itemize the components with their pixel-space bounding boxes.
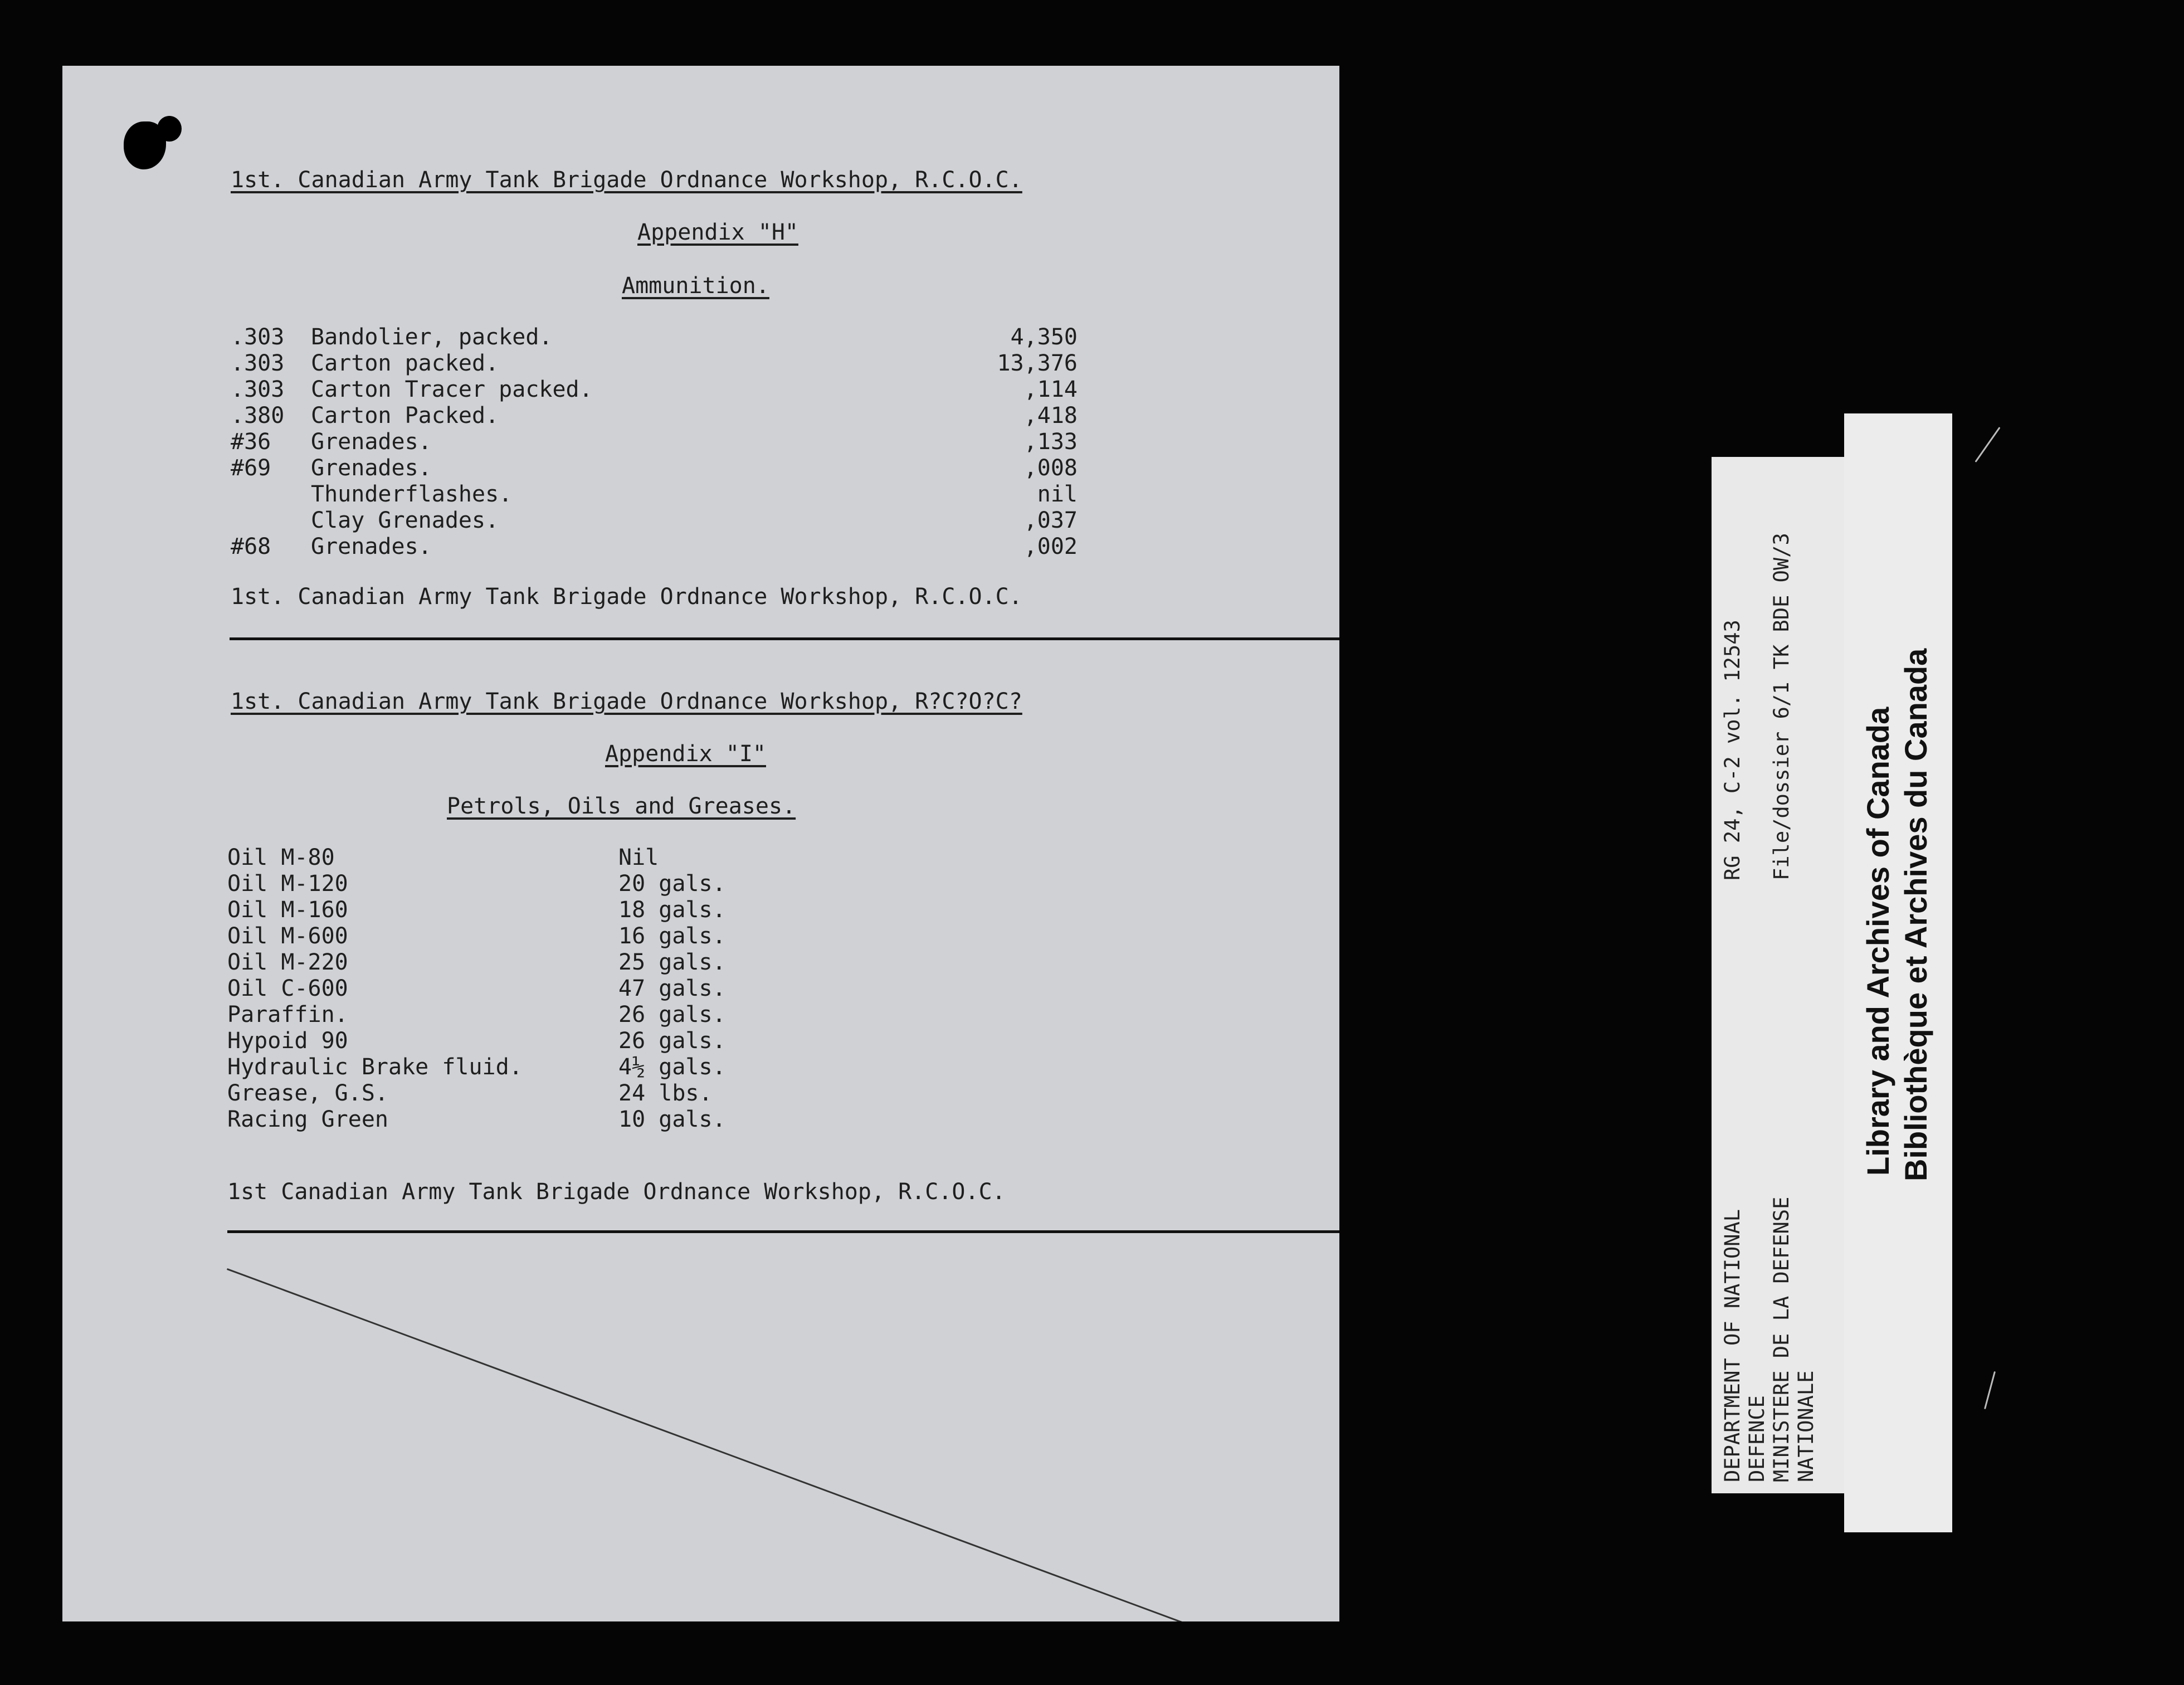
item-quantity: 20 gals. [618,871,726,897]
document-page [62,66,1339,1621]
ammunition-row [231,534,1078,560]
pog-row [227,1080,952,1107]
item-quantity: 18 gals. [618,897,726,923]
calibre: .380 [231,403,285,428]
item-quantity: ,133 [1023,429,1078,455]
ammunition-row [231,429,1078,455]
calibre: #69 [231,455,271,481]
item-name: Oil M-80 [227,845,335,870]
item-name: Grease, G.S. [227,1080,388,1106]
ministere-line-2: NATIONALE [1794,1370,1818,1482]
ammunition-list [231,324,1078,560]
lac-english: Library and Archives of Canada [1860,707,1895,1176]
punch-hole [157,116,182,142]
item-name: Oil M-120 [227,871,348,897]
appendix-i-section-title: Petrols, Oils and Greases. [447,793,796,819]
item-quantity: 16 gals. [618,923,726,949]
pog-row [227,949,952,976]
pog-row [227,976,952,1002]
item-name: Thunderflashes. [311,481,513,507]
pog-row [227,1002,952,1028]
item-name: Grenades. [311,455,432,481]
archive-reference-label [1712,457,1851,1493]
item-quantity: 24 lbs. [618,1080,713,1106]
item-quantity: 26 gals. [618,1028,726,1054]
reference-number: RG 24, C-2 vol. 12543 [1720,620,1744,880]
ammunition-row [231,455,1078,481]
item-name: Racing Green [227,1107,388,1132]
ammunition-row [231,481,1078,508]
pog-row [227,923,952,949]
item-quantity: 10 gals. [618,1107,726,1132]
divider [230,637,1339,640]
ammunition-row [231,403,1078,429]
calibre: .303 [231,350,285,376]
item-quantity: Nil [618,845,659,870]
pog-row [227,1028,952,1054]
item-name: Paraffin. [227,1002,348,1027]
appendix-h-title: Appendix "H" [637,220,798,245]
item-quantity: 47 gals. [618,976,726,1001]
item-name: Carton Tracer packed. [311,377,593,402]
petrols-oils-greases-list [227,845,952,1133]
item-name: Bandolier, packed. [311,324,553,350]
ministere-line-1: MINISTERE DE LA DEFENSE [1769,1196,1793,1482]
scratch-mark [1975,427,2000,462]
item-quantity: nil [1037,481,1078,507]
item-quantity: 25 gals. [618,949,726,975]
appendix-i-title: Appendix "I" [605,741,766,767]
department-line-2: DEFENCE [1745,1395,1769,1482]
item-quantity: ,418 [1023,403,1078,428]
item-name: Oil M-160 [227,897,348,923]
pog-row [227,897,952,923]
calibre: #36 [231,429,271,455]
pog-row [227,871,952,897]
department-line-1: DEPARTMENT OF NATIONAL [1720,1209,1744,1482]
item-name: Oil C-600 [227,976,348,1001]
item-quantity: 4,350 [1010,324,1078,350]
item-name: Oil M-600 [227,923,348,949]
scratch-mark [1984,1371,1996,1409]
lac-label [1844,413,1952,1532]
item-name: Carton packed. [311,350,499,376]
cancellation-stroke [227,1268,1205,1621]
file-number: File/dossier 6/1 TK BDE OW/3 [1769,533,1793,880]
appendix-h-footer: 1st. Canadian Army Tank Brigade Ordnance Workshop, R.C.O.C. [231,584,1022,610]
calibre: .303 [231,324,285,350]
ammunition-row [231,350,1078,377]
calibre: .303 [231,377,285,402]
ammunition-row [231,324,1078,350]
calibre: #68 [231,534,271,559]
lac-french: Bibliothèque et Archives du Canada [1898,648,1933,1181]
item-quantity: 26 gals. [618,1002,726,1027]
item-quantity: ,008 [1023,455,1078,481]
item-name: Hypoid 90 [227,1028,348,1054]
item-quantity: ,002 [1023,534,1078,559]
appendix-i-unit-heading: 1st. Canadian Army Tank Brigade Ordnance Workshop, R?C?O?C? [231,689,1022,714]
pog-row [227,845,952,871]
appendix-i-footer: 1st Canadian Army Tank Brigade Ordnance Workshop, R.C.O.C. [227,1179,1006,1205]
item-name: Grenades. [311,429,432,455]
item-name: Clay Grenades. [311,508,499,533]
appendix-h-unit-heading: 1st. Canadian Army Tank Brigade Ordnance Workshop, R.C.O.C. [231,167,1022,193]
item-name: Hydraulic Brake fluid. [227,1054,523,1080]
ammunition-row [231,508,1078,534]
item-name: Grenades. [311,534,432,559]
item-quantity: 4½ gals. [618,1054,726,1080]
divider [227,1230,1339,1233]
item-name: Carton Packed. [311,403,499,428]
item-quantity: ,037 [1023,508,1078,533]
item-name: Oil M-220 [227,949,348,975]
ammunition-row [231,377,1078,403]
item-quantity: ,114 [1023,377,1078,402]
pog-row [227,1107,952,1133]
pog-row [227,1054,952,1080]
appendix-h-section-title: Ammunition. [622,273,769,299]
item-quantity: 13,376 [997,350,1078,376]
